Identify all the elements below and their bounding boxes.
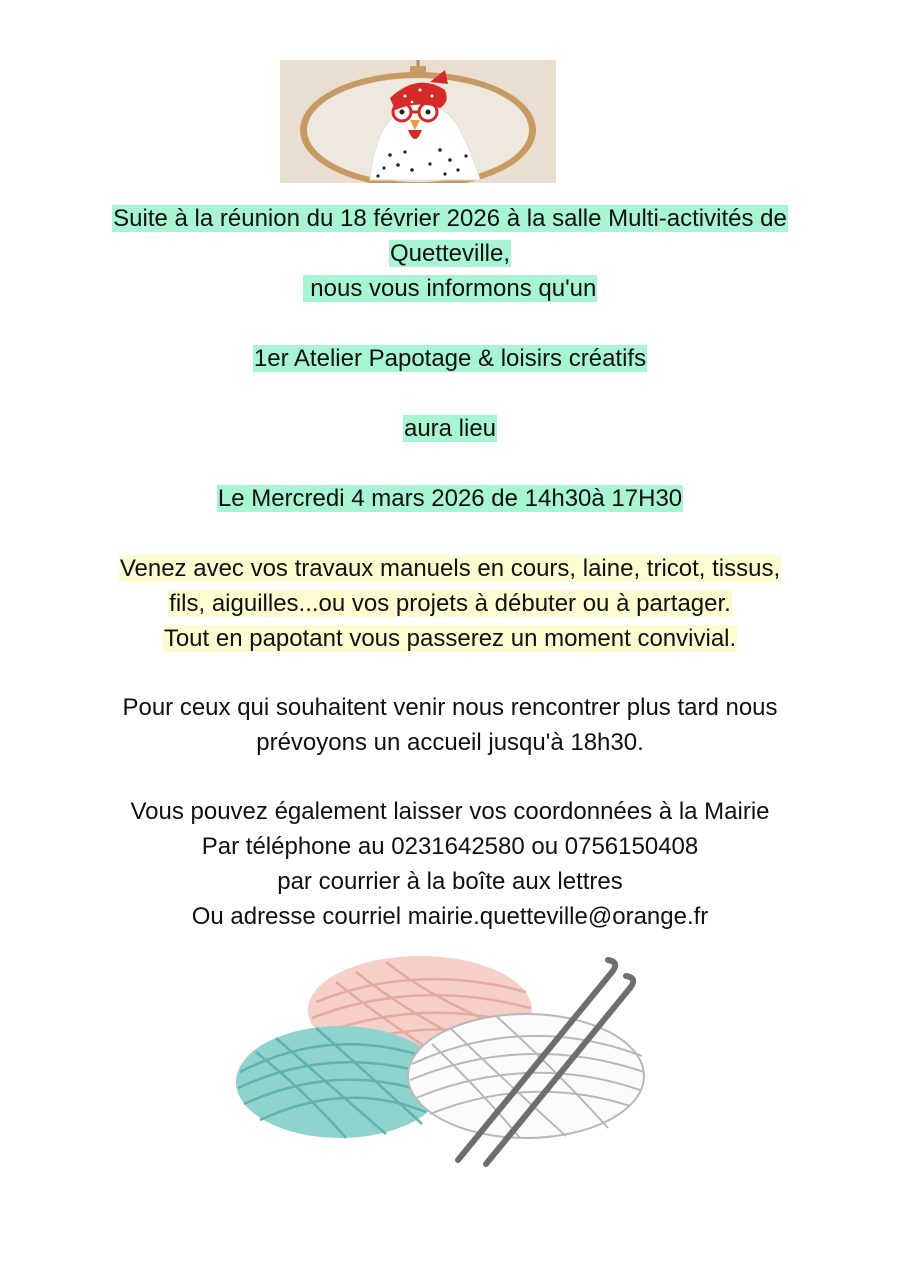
late-line-1: Pour ceux qui souhaitent venir nous rencontrer plus tard nous [122, 694, 778, 721]
event-date-block [40, 481, 860, 516]
contact-line-1: Vous pouvez également laisser vos coordonnées à la Mairie [130, 798, 770, 825]
event-title-block [40, 341, 860, 376]
event-aura-lieu: aura lieu [403, 415, 497, 442]
late-block [40, 690, 860, 760]
intro-block [40, 201, 860, 306]
event-aura-lieu-block [40, 411, 860, 446]
invitation-block [40, 551, 860, 656]
invitation-line-2: fils, aiguilles...ou vos projets à débuter ou à partager. [169, 590, 731, 617]
hero-image [280, 60, 556, 183]
event-title: 1er Atelier Papotage & loisirs créatifs [253, 345, 647, 372]
intro-line-1: Suite à la réunion du 18 février 2026 à la salle Multi-activités de [113, 205, 787, 232]
event-date: Le Mercredi 4 mars 2026 de 14h30à 17H30 [217, 485, 683, 512]
invitation-line-3: Tout en papotant vous passerez un moment convivial. [163, 625, 737, 652]
intro-line-2: Quetteville, [389, 240, 511, 267]
intro-line-3: nous vous informons qu'un [303, 275, 597, 302]
yarn-image [236, 952, 656, 1172]
contact-line-2: Par téléphone au 0231642580 ou 0756150408 [201, 833, 699, 860]
contact-line-4: Ou adresse courriel mairie.quetteville@orange.fr [191, 903, 709, 930]
contact-block [40, 794, 860, 934]
late-line-2: prévoyons un accueil jusqu'à 18h30. [256, 729, 644, 756]
contact-line-3: par courrier à la boîte aux lettres [277, 868, 623, 895]
invitation-line-1: Venez avec vos travaux manuels en cours, laine, tricot, tissus, [119, 555, 781, 582]
